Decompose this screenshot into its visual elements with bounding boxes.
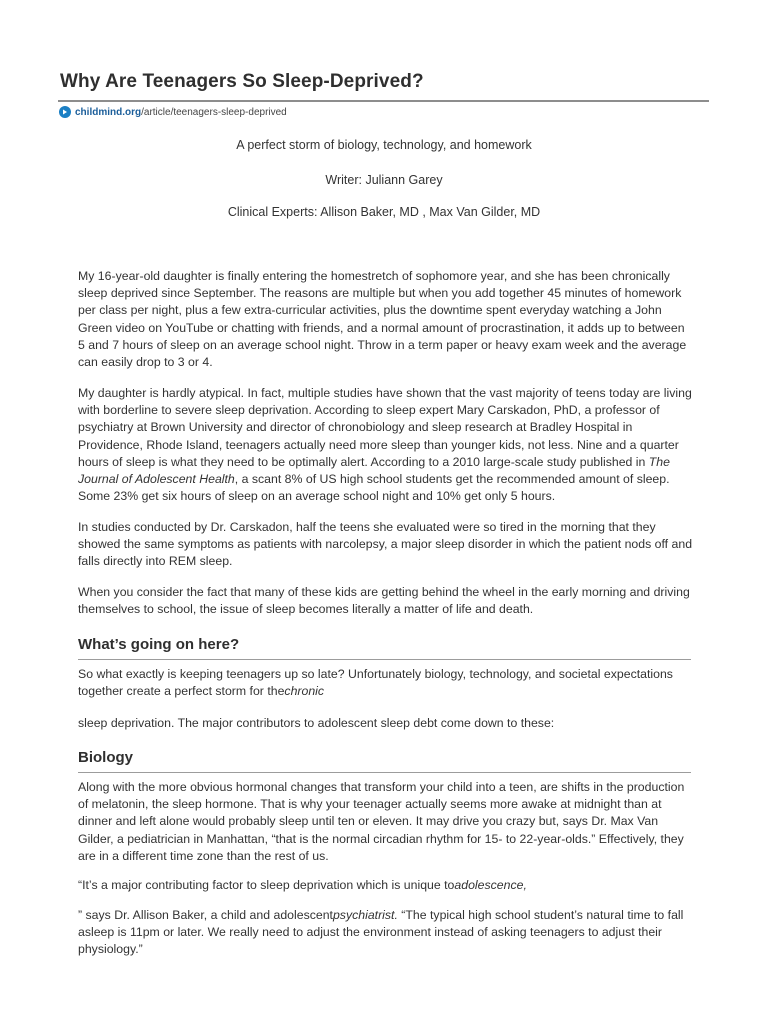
paragraph-text	[78, 907, 694, 959]
section2-paragraph-2	[78, 877, 694, 894]
section-divider	[78, 772, 691, 773]
body-paragraph-3	[78, 519, 694, 571]
paragraph-text-part: My daughter is hardly atypical. In fact, multiple studies have shown that the vast majority of teens today are living with borderline to severe sleep deprivation. According to sleep expert Mary Carskadon, PhD, a professor of psychiatry at Brown University and director of chronobiology and sleep research at Bradley Hospital in Providence, Rhode Island, teenagers actually need more sleep than younger kids, not less. Nine and a quarter hours of sleep is what they need to be optimally alert. According to a 2010 large-scale study published in	[78, 386, 692, 469]
paragraph-text: In studies conducted by Dr. Carskadon, half the teens she evaluated were so tired in the morning that they showed the same symptoms as patients with narcolepsy, a major sleep disorder in which the patient nods off and falls directly into REM sleep.	[78, 520, 693, 569]
source-domain[interactable]: childmind.org	[75, 106, 142, 118]
emphasis-text: adolescence,	[454, 878, 527, 892]
section-heading-biology: Biology	[78, 749, 133, 766]
article-subtitle: A perfect storm of biology, technology, and homework	[236, 138, 532, 152]
paragraph-text: When you consider the fact that many of these kids are getting behind the wheel in the early morning and driving themselves to school, the issue of sleep becomes literally a matter of life and death.	[78, 585, 690, 617]
article-experts: Clinical Experts: Allison Baker, MD , Max Van Gilder, MD	[227, 205, 541, 219]
article-title: Why Are Teenagers So Sleep-Deprived?	[60, 71, 424, 92]
paragraph-text	[78, 385, 694, 505]
section-heading-whats-going-on: What’s going on here?	[78, 636, 240, 653]
paragraph-text: sleep deprivation. The major contributors to adolescent sleep debt come down to these:	[78, 716, 555, 730]
paragraph-text: Along with the more obvious hormonal changes that transform your child into a teen, are shifts in the production of melatonin, the sleep hormone. That is why your teenager actually seems more awake at midnight than at dinner and left alone would probably sleep until ten or eleven. It may drive you crazy but, says Dr. Max Van Gilder, a pediatrician in Manhattan, “that is the normal circadian rhythm for 15- to 22-year-olds.” Effectively, they are in a different time zone than the rest of us.	[78, 780, 685, 863]
paragraph-text-part: So what exactly is keeping teenagers up so late? Unfortunately biology, technology, and societal expectations together create a perfect storm for the	[78, 667, 673, 699]
paragraph-text-part: “The typical high school student’s natural time to fall asleep is 11pm or later. We really need to adjust the environment instead of asking teenagers to adjust their physiology.”	[78, 908, 684, 957]
paragraph-text-part: ” says Dr. Allison Baker, a child and adolescent	[78, 908, 333, 922]
paragraph-text	[78, 666, 694, 700]
emphasis-text: chronic	[284, 684, 325, 699]
body-paragraph-4	[78, 584, 694, 618]
paragraph-text-part: , a scant 8% of US high school students get the recommended amount of sleep. Some 23% get six hours of sleep on an average school night and 10% get only 5 hours.	[78, 472, 670, 504]
body-paragraph-2	[78, 385, 694, 505]
body-paragraph-1	[78, 268, 694, 371]
source-path[interactable]: /article/teenagers-sleep-deprived	[141, 106, 287, 118]
source-link[interactable]	[59, 106, 287, 118]
paragraph-text-part: “It’s a major contributing factor to sleep deprivation which is unique to	[78, 878, 455, 892]
section2-paragraph-3	[78, 907, 694, 959]
section2-paragraph-1	[78, 779, 694, 865]
section-divider	[78, 659, 691, 660]
paragraph-text	[78, 877, 694, 894]
title-divider	[58, 100, 709, 102]
paragraph-text: My 16-year-old daughter is finally entering the homestretch of sophomore year, and she has been chronically sleep deprived since September. The reasons are multiple but when you add together 45 minutes of homework per class per night, plus a few extra-curricular activities, plus the downtime spent everyday watching a John Green video on YouTube or chatting with friends, and a normal amount of procrastination, it adds up to between 5 and 7 hours of sleep on an average school night. Throw in a term paper or heavy exam week and the average can easily drop to 3 or 4.	[78, 269, 687, 370]
section1-paragraph-1	[78, 666, 694, 700]
article-writer: Writer: Juliann Garey	[325, 173, 443, 187]
section1-paragraph-2	[78, 715, 694, 732]
emphasis-text: psychiatrist.	[332, 908, 398, 922]
childmind-logo-icon	[59, 106, 71, 118]
journal-name: The Journal of Adolescent Health	[78, 454, 670, 487]
